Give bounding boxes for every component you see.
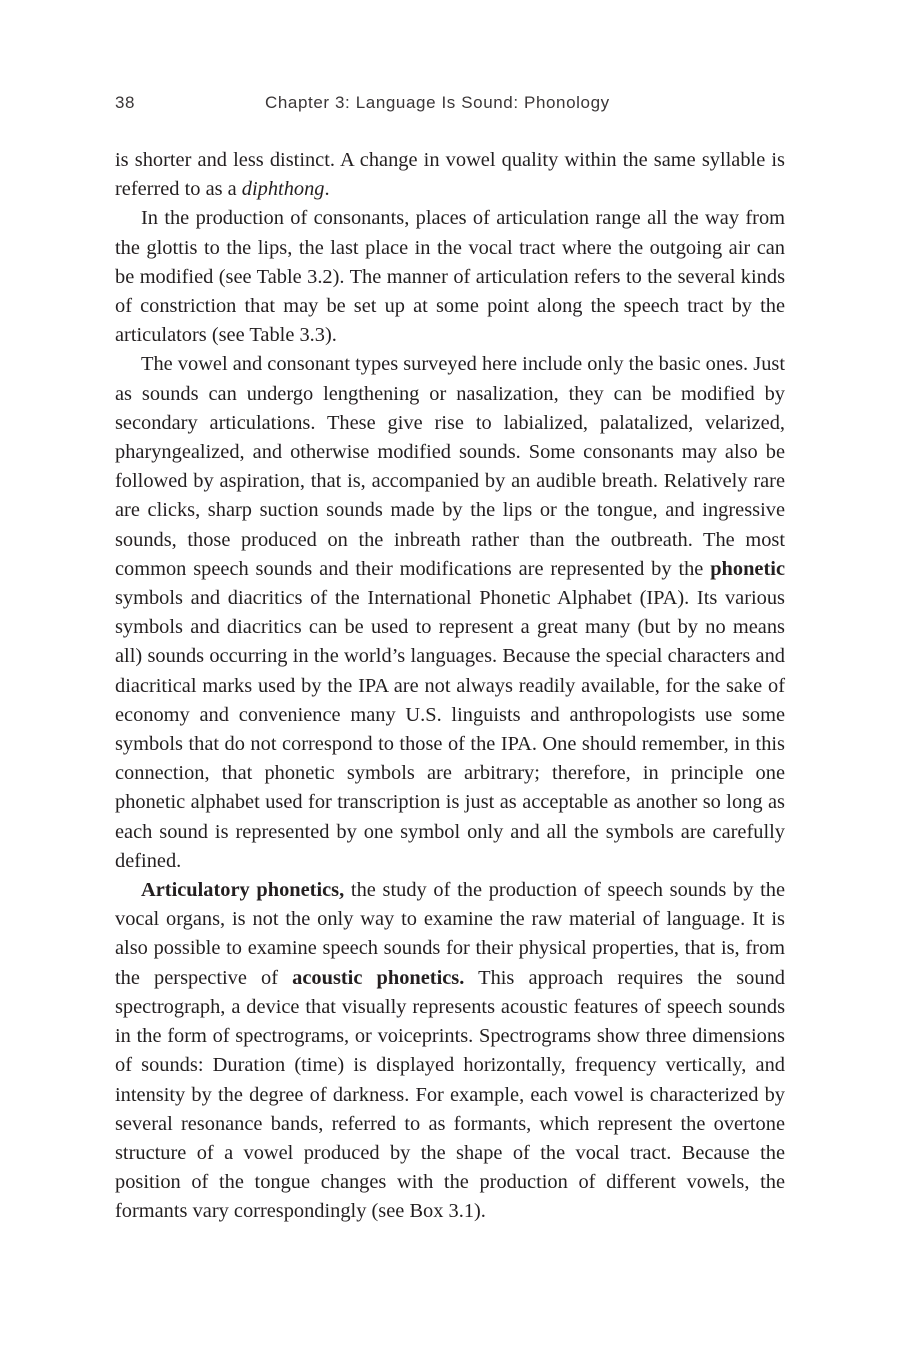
term-diphthong: diphthong bbox=[241, 178, 325, 201]
chapter-title: Chapter 3: Language Is Sound: Phonology bbox=[265, 93, 610, 112]
paragraph-text: is shorter and less distinct. A change in vowel quality within the same syllable is referred to as a bbox=[115, 149, 785, 201]
term-acoustic-phonetics: acoustic phonetics. bbox=[292, 966, 465, 989]
term-articulatory-phonetics: Articulatory phonetics, bbox=[141, 879, 345, 902]
paragraph-1 bbox=[115, 146, 785, 204]
page-number: 38 bbox=[115, 93, 136, 112]
paragraph-4 bbox=[115, 876, 785, 1226]
paragraph-text: the study of the production of speech sounds by the vocal organs, is not the only way to examine the raw material of language. It is also possible to examine speech sounds for their physical properties, that is, from the perspective of bbox=[115, 879, 785, 989]
paragraph-text: . bbox=[324, 178, 330, 201]
paragraph-2 bbox=[115, 204, 785, 350]
running-head bbox=[115, 93, 785, 117]
paragraph-text: This approach requires the sound spectrograph, a device that visually represents acoustic features of speech sounds in the form of spectrograms, or voiceprints. Spectrograms show three dimensions of sounds: Duration (time) is displayed horizontally, frequency vertically, and intensity by the degree of darkness. For example, each vowel is characterized by several resonance bands, referred to as formants, which represent the overtone structure of a vowel produced by the shape of the vocal tract. Because the position of the tongue changes with the production of different vowels, the formants vary correspondingly (see Box 3.1). bbox=[115, 966, 785, 1223]
term-phonetic: phonetic bbox=[710, 557, 785, 580]
paragraph-text: The vowel and consonant types surveyed here include only the basic ones. Just as sounds can undergo lengthening or nasalization, they can be modified by secondary articulations. These give rise to labialized, palatalized, velarized, pharyngealized, and otherwise modified sounds. Some consonants may also be followed by aspiration, that is, accompanied by an audible breath. Relatively rare are clicks, sharp suction sounds made by the lips or the tongue, and ingressive sounds, those produced on the inbreath rather than the outbreath. The most common speech sounds and their modifications are represented by the bbox=[115, 353, 785, 580]
paragraph-text: In the production of consonants, places of articulation range all the way from the glottis to the lips, the last place in the vocal tract where the outgoing air can be modified (see Table 3.2). The manner of articulation refers to the several kinds of constriction that may be set up at some point along the speech tract by the articulators (see Table 3.3). bbox=[115, 207, 785, 347]
paragraph-text: symbols and diacritics of the International Phonetic Alphabet (IPA). Its various symbols and diacritics can be used to represent a great many (but by no means all) sounds occurring in the world’s languages. Because the special characters and diacritical marks used by the IPA are not always readily available, for the sake of economy and convenience many U.S. linguists and anthropologists use some symbols that do not correspond to those of the IPA. One should remember, in this connection, that phonetic symbols are arbitrary; therefore, in principle one phonetic alphabet used for transcription is just as acceptable as another so long as each sound is represented by one symbol only and all the symbols are carefully defined. bbox=[115, 587, 785, 872]
paragraph-3 bbox=[115, 350, 785, 876]
body-text bbox=[115, 146, 785, 1227]
